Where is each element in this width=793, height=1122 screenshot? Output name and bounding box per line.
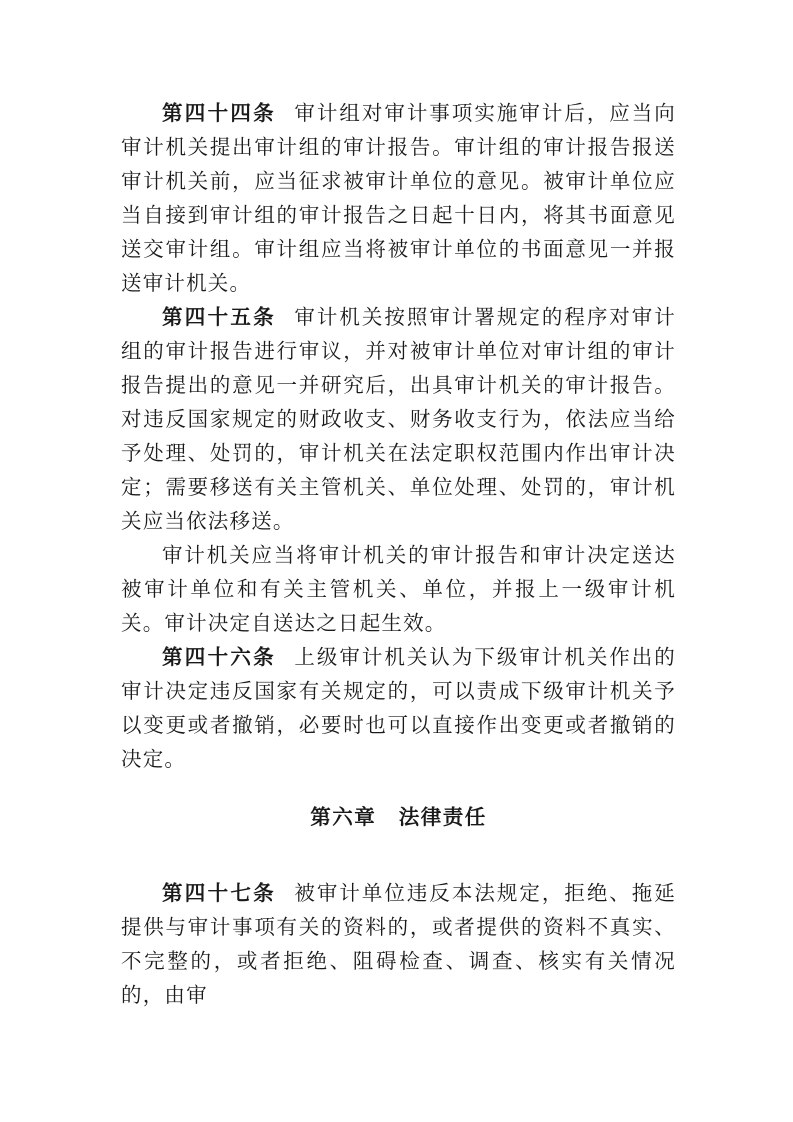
document-page bbox=[121, 96, 676, 1012]
article-number: 第四十四条 bbox=[162, 101, 276, 125]
article-text: 被审计单位违反本法规定，拒绝、拖延提供与审计事项有关的资料的，或者提供的资料不真实、不完整的，或者拒绝、阻碍检查、调查、核实有关情况的，由审 bbox=[121, 881, 676, 1007]
article-number: 第四十七条 bbox=[162, 881, 276, 905]
article-text: 审计组对审计事项实施审计后，应当向审计机关提出审计组的审计报告。审计组的审计报告报送审计机关前，应当征求被审计单位的意见。被审计单位应当自接到审计组的审计报告之日起十日内，将其书面意见送交审计组。审计组应当将被审计单位的书面意见一并报送审计机关。 bbox=[121, 101, 676, 295]
article-number: 第四十六条 bbox=[162, 645, 276, 669]
chapter-title: 法律责任 bbox=[398, 805, 487, 829]
article-47 bbox=[121, 876, 676, 1012]
chapter-heading bbox=[121, 787, 676, 852]
article-text: 审计机关应当将审计机关的审计报告和审计决定送达被审计单位和有关主管机关、单位，并报上一级审计机关。审计决定自送达之日起生效。 bbox=[121, 543, 676, 635]
article-text: 审计机关按照审计署规定的程序对审计组的审计报告进行审议，并对被审计单位对审计组的审计报告提出的意见一并研究后，出具审计机关的审计报告。对违反国家规定的财政收支、财务收支行为，依法应当给予处理、处罚的，审计机关在法定职权范围内作出审计决定；需要移送有关主管机关、单位处理、处罚的，审计机关应当依法移送。 bbox=[121, 305, 676, 533]
article-number: 第四十五条 bbox=[162, 305, 276, 329]
article-45 bbox=[121, 300, 676, 538]
article-44 bbox=[121, 96, 676, 300]
article-46 bbox=[121, 640, 676, 776]
article-text: 上级审计机关认为下级审计机关作出的审计决定违反国家有关规定的，可以责成下级审计机关予以变更或者撤销，必要时也可以直接作出变更或者撤销的决定。 bbox=[121, 645, 676, 771]
chapter-heading-block bbox=[121, 776, 676, 876]
article-45-paragraph-2 bbox=[121, 538, 676, 640]
chapter-number: 第六章 bbox=[310, 805, 377, 829]
